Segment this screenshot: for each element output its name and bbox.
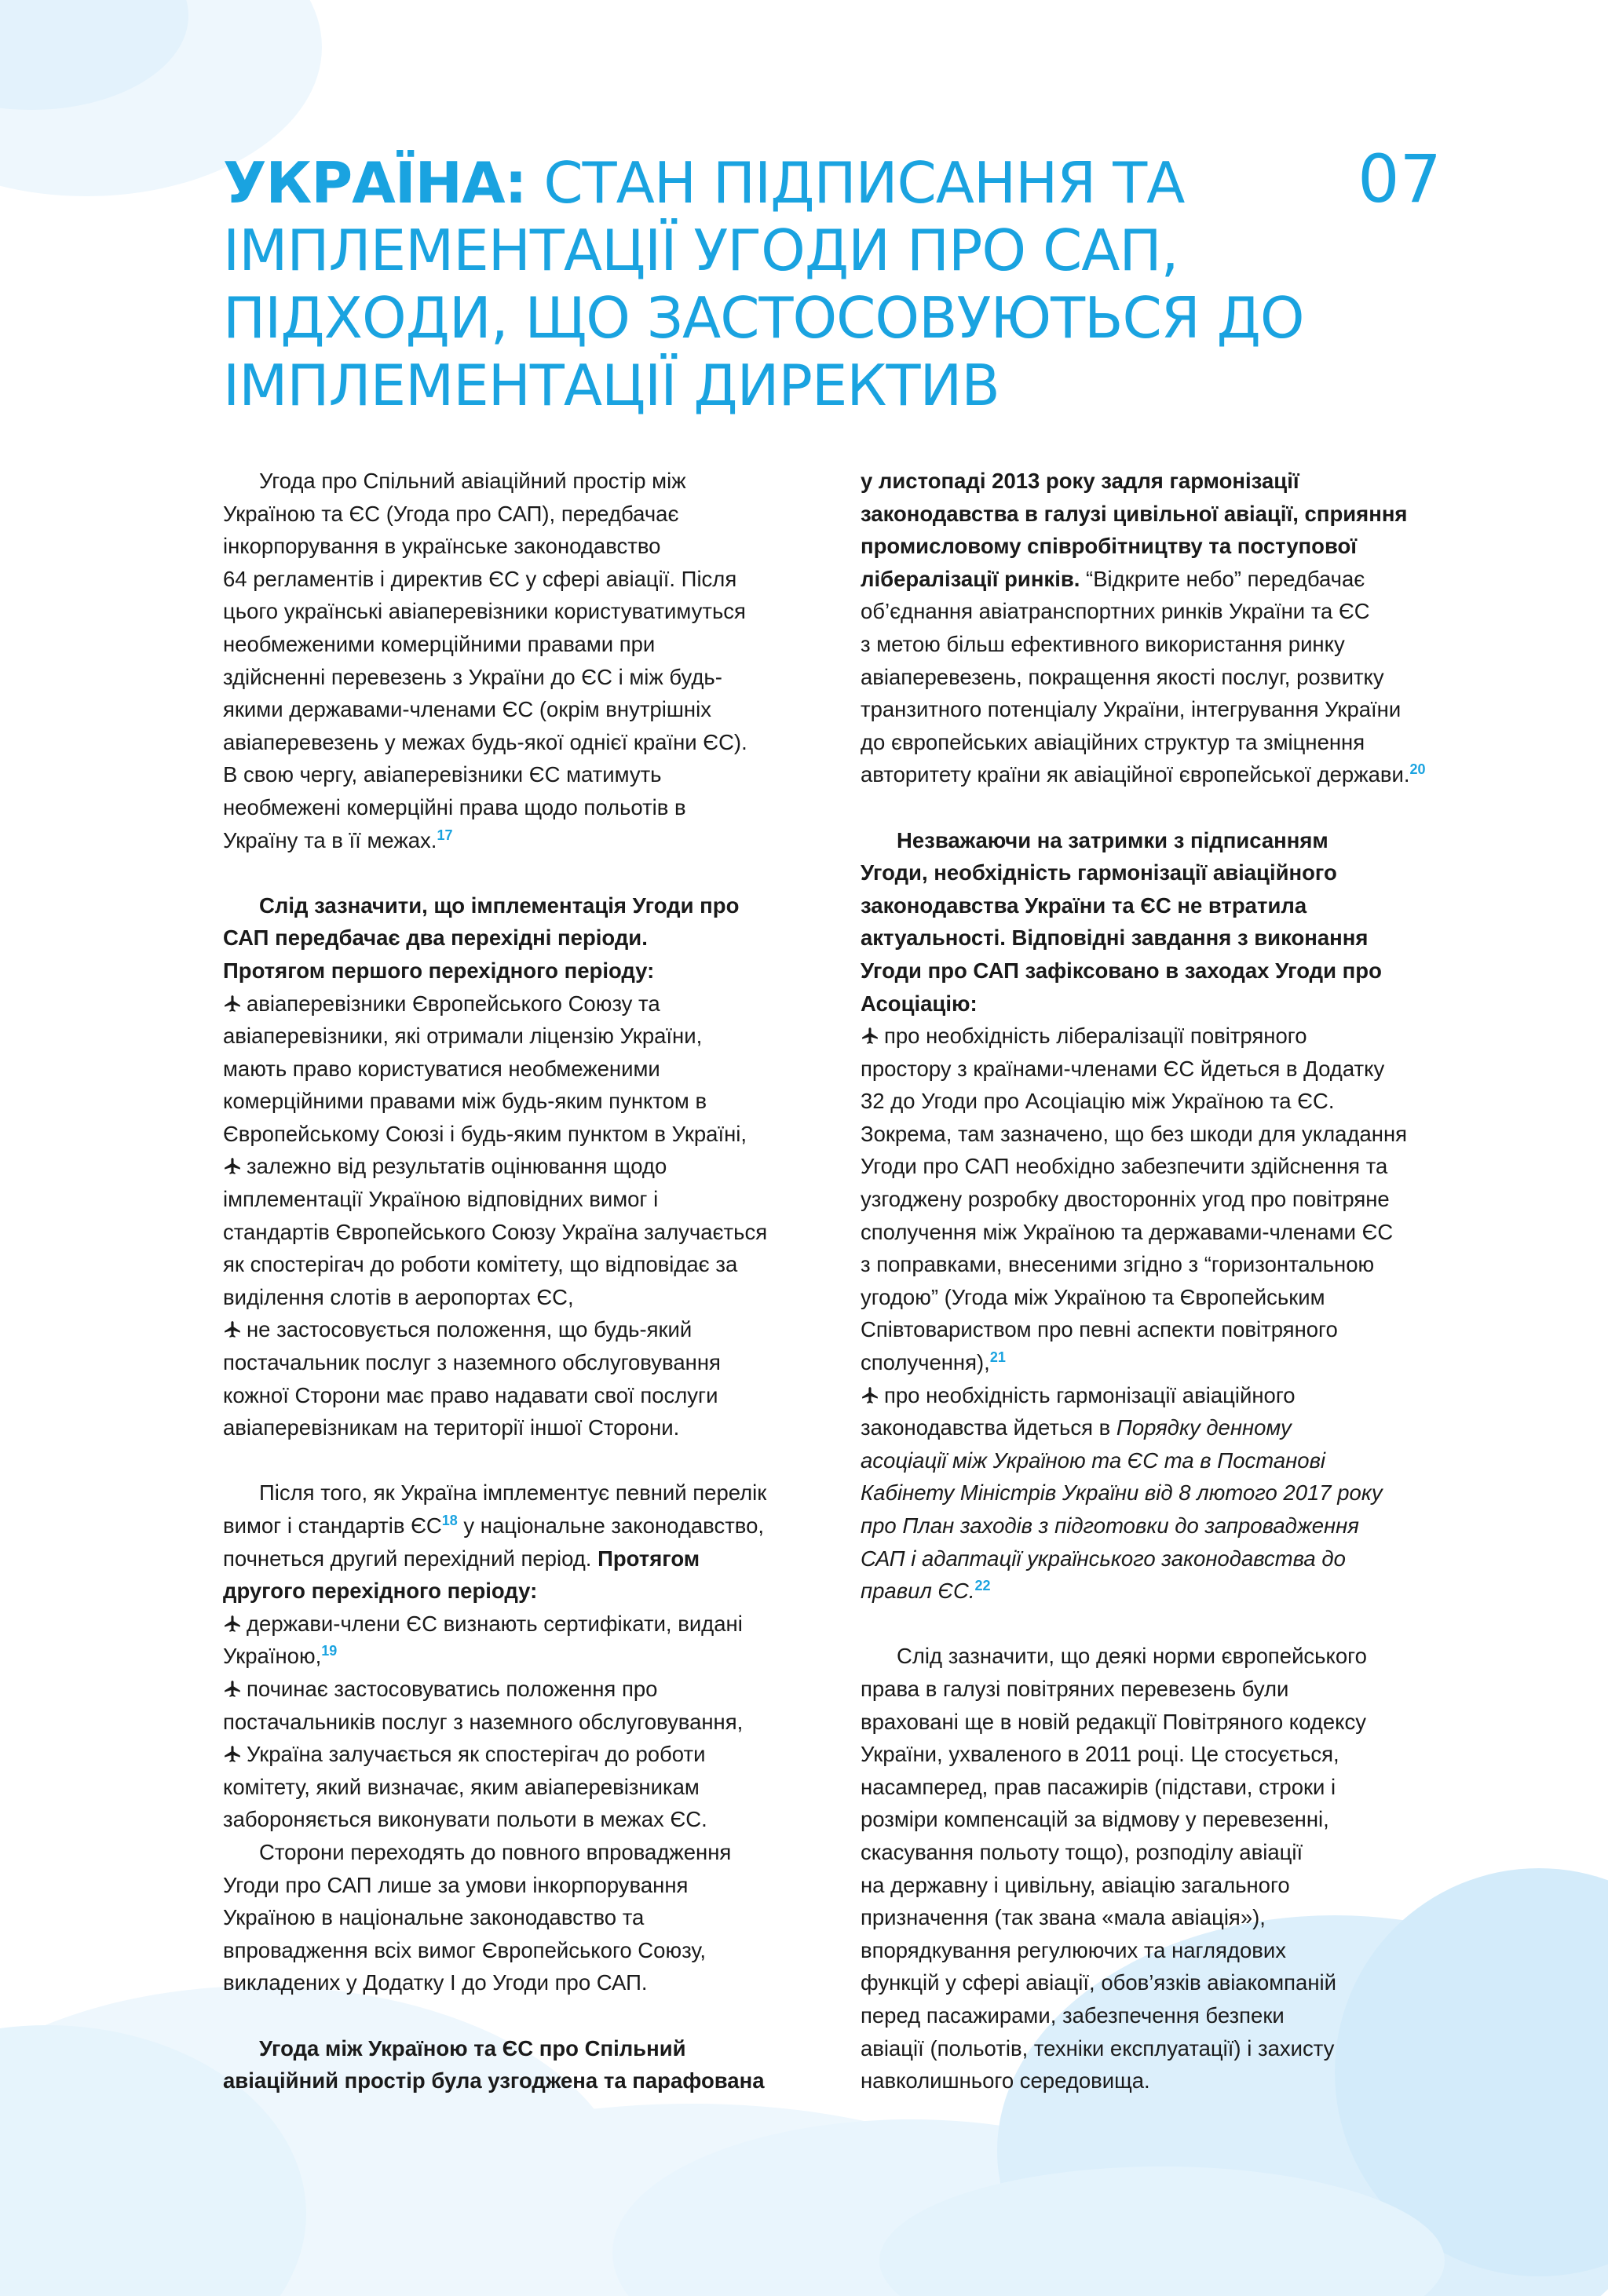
bullet-item — [223, 1673, 796, 1738]
text-line: Після того, як Україна імплементує певний перелік — [259, 1480, 767, 1506]
text-line: Зокрема, там зазначено, що без шкоди для укладання — [861, 1121, 1408, 1146]
text-line: В свою чергу, авіаперевізники ЄС матимуть — [223, 762, 662, 787]
text-line: впровадження всіх вимог Європейського Союзу, — [223, 1937, 707, 1962]
text-line: 64 регламентів і директив ЄС у сфері авіації. Після — [223, 566, 737, 591]
text-line-bold: Протягом — [598, 1546, 700, 1571]
text-line: впорядкування регулюючих та наглядових — [861, 1937, 1286, 1962]
second-period-paragraph — [223, 1477, 796, 1607]
text-line: якими державами-членами ЄС (окрім внутрішніх — [223, 697, 711, 722]
text-line: промисловому співробітництву та поступової — [861, 534, 1358, 559]
text-line: законодавства в галузі цивільної авіації, сприяння — [861, 501, 1408, 526]
text-line: кожної Сторони має право надавати свої послуги — [223, 1382, 718, 1407]
text-line: України, ухваленого в 2011 році. Це стосується, — [861, 1742, 1339, 1767]
text-line: 32 до Угоди про Асоціацію між Україною та ЄС. — [861, 1089, 1335, 1114]
page-title — [223, 149, 1322, 419]
text-line: Незважаючи на затримки з підписанням — [897, 827, 1328, 852]
text-line: “Відкрите небо” передбачає — [1080, 566, 1365, 591]
page-number: 07 — [1358, 141, 1442, 217]
text-line: авіації (польотів, техніки експлуатації) і захисту — [861, 2035, 1335, 2061]
text-line: Угоди про САП необхідно забезпечити здійснення та — [861, 1154, 1388, 1179]
bullet-item — [223, 1608, 796, 1673]
text-line: у листопаді 2013 року задля гармонізації — [861, 469, 1299, 493]
text-line: необмежені комерційні права щодо польотів в — [223, 794, 686, 819]
text-line: авіаперевезень у межах будь-якої однієї країни ЄС). — [223, 729, 747, 754]
right-column — [861, 465, 1434, 2097]
text-line: розміри компенсацій за відмову у перевезенні, — [861, 1807, 1329, 1832]
text-line: об’єднання авіатранспортних ринків України та ЄС — [861, 599, 1370, 624]
open-sky-paragraph — [861, 465, 1434, 791]
text-line: до європейських авіаційних структур та зміцнення — [861, 729, 1365, 754]
text-line: Україною, — [223, 1644, 322, 1669]
air-code-paragraph — [861, 1640, 1434, 2097]
text-line: актуальності. Відповідні завдання з виконання — [861, 925, 1369, 951]
bullet-item — [223, 987, 796, 1151]
text-line: з поправками, внесеними згідно з “горизонтальною — [861, 1252, 1375, 1277]
agreement-initialed-paragraph — [223, 2032, 796, 2097]
text-line: Європейському Союзі і будь-яким пунктом в Україні, — [223, 1121, 747, 1146]
text-line: Угоди про САП лише за умови інкорпорування — [223, 1872, 689, 1897]
text-line: авторитету країни як авіаційної європейської держави. — [861, 762, 1410, 787]
text-line: другого перехідного періоду: — [223, 1579, 538, 1604]
text-line: стандартів Європейського Союзу Україна залучається — [223, 1219, 768, 1244]
text-line: імплементації Україною відповідних вимог і — [223, 1187, 659, 1212]
text-line: Україна залучається як спостерігач до роботи — [247, 1742, 706, 1767]
bullet-item — [223, 1150, 796, 1313]
text-line: Співтовариством про певні аспекти повітряного — [861, 1317, 1338, 1342]
text-line: комітету, який визначає, яким авіаперевізникам — [223, 1774, 700, 1799]
text-line: Україну та в її межах. — [223, 827, 437, 852]
text-line: асоціації між Україною та ЄС та в Постанові — [861, 1447, 1326, 1473]
title-part: СТАН ПІДПИСАННЯ ТА — [543, 150, 1185, 216]
text-line: про План заходів з підготовки до запровадження — [861, 1513, 1359, 1538]
airplane-icon — [223, 994, 243, 1013]
text-line: Слід зазначити, що деякі норми європейського — [897, 1644, 1367, 1669]
text-line: здійсненні перевезень з України до ЄС і між будь- — [223, 664, 722, 689]
text-line: САП передбачає два перехідні періоди. — [223, 925, 648, 951]
text-line: навколишнього середовища. — [861, 2068, 1150, 2093]
text-line: викладених у Додатку I до Угоди про САП. — [223, 1970, 648, 1995]
text-line: Угоди про САП зафіксовано в заходах Угоди про — [861, 958, 1382, 983]
footnote-ref-20[interactable]: 20 — [1409, 761, 1426, 778]
text-line: Україною та ЄС (Угода про САП), передбачає — [223, 501, 679, 526]
text-line: забороняється виконувати польоти в межах ЄС. — [223, 1807, 707, 1832]
text-line: постачальник послуг з наземного обслуговування — [223, 1350, 721, 1375]
airplane-icon — [223, 1744, 243, 1764]
text-line: у національне законодавство, — [457, 1513, 765, 1538]
text-line: Сторони переходять до повного впровадження — [259, 1839, 732, 1864]
text-line: на державну і цивільну, авіацію загального — [861, 1872, 1290, 1897]
text-line: САП і адаптації українського законодавства до — [861, 1546, 1346, 1571]
bullet-item — [861, 1379, 1434, 1608]
text-line: постачальників послуг з наземного обслуговування, — [223, 1709, 744, 1734]
bullet-item — [861, 1020, 1434, 1379]
text-line: враховані ще в новій редакції Повітряного кодексу — [861, 1709, 1366, 1734]
text-line: авіаперевезень, покращення якості послуг, розвитку — [861, 664, 1384, 689]
full-implementation-paragraph — [223, 1836, 796, 1999]
text-line: Угоди, необхідність гармонізації авіаційного — [861, 860, 1337, 885]
text-line: сполучення), — [861, 1350, 990, 1375]
footnote-ref-17[interactable]: 17 — [437, 827, 453, 843]
text-line: сполучення між Україною та державами-членами ЄС — [861, 1219, 1394, 1244]
text-line: з метою більш ефективного використання ринку — [861, 631, 1345, 656]
text-line: узгоджену розробку двосторонніх угод про повітряне — [861, 1187, 1390, 1212]
text-line: авіаперевізникам на території іншої Сторони. — [223, 1415, 680, 1440]
text-line: законодавства України та ЄС не втратила — [861, 892, 1307, 918]
airplane-icon — [223, 1614, 243, 1633]
text-line: мають право користуватися необмеженими — [223, 1056, 660, 1081]
text-line: як спостерігач до роботи комітету, що відповідає за — [223, 1252, 738, 1277]
text-line-italic: Порядку денному — [1116, 1415, 1292, 1440]
text-line: авіаперевізники Європейського Союзу та — [247, 991, 660, 1016]
text-line: виділення слотів в аеропортах ЄС, — [223, 1284, 574, 1309]
text-line: Україною в національне законодавство та — [223, 1905, 645, 1930]
title-line: ПІДХОДИ, ЩО ЗАСТОСОВУЮТЬСЯ ДО — [223, 285, 1304, 351]
footnote-ref-22[interactable]: 22 — [974, 1578, 991, 1594]
text-line: права в галузі повітряних перевезень були — [861, 1676, 1289, 1701]
text-line: правил ЄС. — [861, 1579, 975, 1604]
text-line-bold: лібералізації ринків. — [861, 566, 1080, 591]
title-country: УКРАЇНА: — [223, 150, 527, 216]
delays-paragraph — [861, 824, 1434, 1020]
left-column — [223, 465, 796, 2097]
text-line: залежно від результатів оцінювання щодо — [247, 1154, 667, 1179]
intro-paragraph — [223, 465, 796, 856]
text-line: функцій у сфері авіації, обов’язків авіакомпаній — [861, 1970, 1336, 1995]
text-line: авіаперевізники, які отримали ліцензію України, — [223, 1024, 703, 1049]
bullet-item — [223, 1313, 796, 1444]
text-line: починає застосовуватись положення про — [247, 1676, 658, 1701]
airplane-icon — [861, 1385, 880, 1405]
text-line: про необхідність лібералізації повітряного — [884, 1024, 1307, 1049]
text-line: цього українські авіаперевізники користуватимуться — [223, 599, 746, 624]
text-line: Угода між Україною та ЄС про Спільний — [259, 2035, 686, 2061]
footnote-ref-19[interactable]: 19 — [321, 1643, 338, 1659]
text-line: держави-члени ЄС визнають сертифікати, видані — [247, 1611, 743, 1636]
airplane-icon — [223, 1320, 243, 1339]
text-line: про необхідність гармонізації авіаційного — [884, 1382, 1296, 1407]
title-line: ІМПЛЕМЕНТАЦІЇ ДИРЕКТИВ — [223, 352, 1000, 418]
text-line: простору з країнами-членами ЄС йдеться в Додатку — [861, 1056, 1385, 1081]
text-line: комерційними правами між будь-яким пунктом в — [223, 1089, 707, 1114]
text-line: призначення (так звана «мала авіація»), — [861, 1905, 1266, 1930]
airplane-icon — [861, 1026, 880, 1046]
bullet-item — [223, 1738, 796, 1836]
text-line: почнеться другий перехідний період. — [223, 1546, 598, 1571]
transition-periods-paragraph — [223, 889, 796, 987]
footnote-ref-21[interactable]: 21 — [989, 1349, 1006, 1366]
text-line: насамперед, прав пасажирів (підстави, строки і — [861, 1774, 1336, 1799]
text-line: скасування польоту тощо), розподілу авіації — [861, 1839, 1303, 1864]
text-line: перед пасажирами, забезпечення безпеки — [861, 2002, 1285, 2028]
text-line: необмеженими комерційними правами при — [223, 631, 656, 656]
airplane-icon — [223, 1679, 243, 1699]
text-line: Протягом першого перехідного періоду: — [223, 958, 655, 983]
text-line: угодою” (Угода між Україною та Європейським — [861, 1284, 1325, 1309]
footnote-ref-18[interactable]: 18 — [441, 1513, 458, 1528]
text-line: вимог і стандартів ЄС — [223, 1513, 442, 1538]
airplane-icon — [223, 1156, 243, 1176]
text-line: Слід зазначити, що імплементація Угоди про — [259, 892, 740, 918]
text-line: Угода про Спільний авіаційний простір між — [259, 469, 686, 493]
text-line: авіаційний простір була узгоджена та парафована — [223, 2068, 765, 2093]
text-line: інкорпорування в українське законодавство — [223, 534, 661, 559]
text-line: Асоціацію: — [861, 991, 978, 1016]
text-line: законодавства йдеться в — [861, 1415, 1116, 1440]
text-line: транзитного потенціалу України, інтегрування України — [861, 697, 1402, 722]
text-line: не застосовується положення, що будь-який — [247, 1317, 693, 1342]
text-line: Кабінету Міністрів України від 8 лютого 2017 року — [861, 1480, 1383, 1506]
title-line: ІМПЛЕМЕНТАЦІЇ УГОДИ ПРО САП, — [223, 217, 1179, 283]
